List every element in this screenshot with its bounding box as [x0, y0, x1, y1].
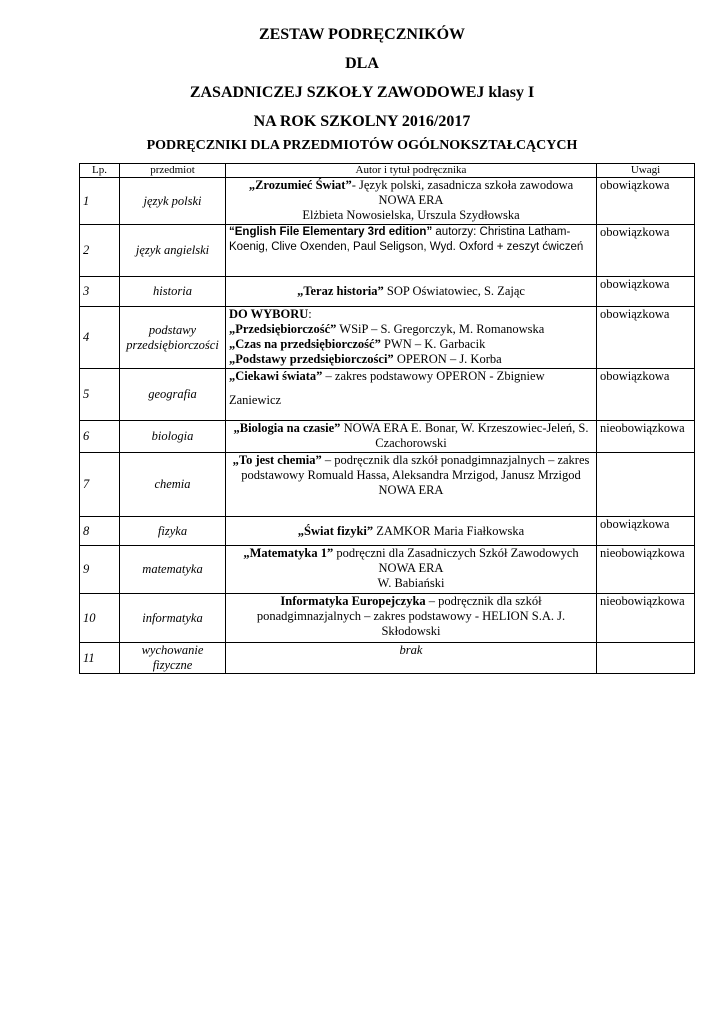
row-number: 9	[80, 546, 120, 594]
book-title: „Podstawy przedsiębiorczości”	[229, 352, 394, 366]
remarks-cell: nieobowiązkowa	[597, 421, 695, 453]
row-number: 4	[80, 307, 120, 369]
table-row	[80, 277, 695, 307]
column-header-subject: przedmiot	[120, 164, 226, 178]
book-publisher: NOWA ERA	[378, 483, 444, 497]
remarks-cell: obowiązkowa	[597, 517, 695, 546]
subject-cell: język angielski	[120, 225, 226, 277]
book-title: „To jest chemia”	[232, 453, 322, 467]
book-cell	[226, 225, 597, 277]
title-line: DLA	[345, 55, 379, 72]
row-number: 5	[80, 369, 120, 421]
title-line: ZASADNICZEJ SZKOŁY ZAWODOWEJ klasy I	[189, 84, 535, 101]
subject-cell: chemia	[120, 453, 226, 517]
remarks-cell: obowiązkowa	[597, 307, 695, 369]
textbook-table	[79, 163, 695, 674]
book-details: PWN – K. Garbacik	[380, 337, 486, 351]
remarks-cell	[597, 643, 695, 674]
table-row	[80, 517, 695, 546]
book-cell	[226, 421, 597, 453]
remarks-cell: nieobowiązkowa	[597, 546, 695, 594]
remarks-cell: obowiązkowa	[597, 277, 695, 307]
book-title: „Czas na przedsiębiorczość”	[229, 337, 381, 351]
subject-cell: język polski	[120, 178, 226, 225]
book-details: ZAMKOR Maria Fiałkowska	[373, 523, 525, 538]
subject-cell: wychowanie fizyczne	[120, 643, 226, 674]
book-details: podręczni dla Zasadniczych Szkół Zawodowych	[333, 546, 579, 560]
remarks-cell: obowiązkowa	[597, 369, 695, 421]
book-details: NOWA ERA E. Bonar, W. Krzeszowiec-Jeleń, S. Czachorowski	[340, 421, 589, 450]
book-cell	[226, 369, 597, 421]
book-details: WSiP – S. Gregorczyk, M. Romanowska	[336, 322, 545, 336]
remarks-cell	[597, 453, 695, 517]
book-title: „Biologia na czasie”	[233, 421, 341, 435]
subject-cell: geografia	[120, 369, 226, 421]
row-number: 1	[80, 178, 120, 225]
book-details: autorzy: Christina Latham-Koenig, Clive Oxenden, Paul Seligson, Wyd. Oxford + zeszyt ćwiczeń	[229, 226, 584, 253]
book-title: „Ciekawi świata”	[229, 369, 323, 383]
table-row	[80, 546, 695, 594]
table-row	[80, 225, 695, 277]
column-header-remarks: Uwagi	[597, 164, 695, 178]
table-row	[80, 369, 695, 421]
choice-intro-colon: :	[308, 307, 312, 321]
document-title	[0, 20, 724, 136]
subject-cell: matematyka	[120, 546, 226, 594]
table-row	[80, 453, 695, 517]
row-number: 11	[80, 643, 120, 674]
book-publisher: NOWA ERA	[378, 193, 444, 207]
book-title: „Teraz historia”	[297, 284, 384, 298]
book-title: Informatyka Europejczyka	[280, 594, 426, 608]
row-number: 2	[80, 225, 120, 277]
column-header-lp: Lp.	[80, 164, 120, 178]
table-row	[80, 643, 695, 674]
subject-cell: fizyka	[120, 517, 226, 546]
row-number: 3	[80, 277, 120, 307]
row-number: 7	[80, 453, 120, 517]
book-cell	[226, 546, 597, 594]
choice-intro: DO WYBORU	[229, 307, 309, 321]
row-number: 6	[80, 421, 120, 453]
book-cell	[226, 517, 597, 546]
book-details-line2: Zaniewicz	[229, 393, 282, 407]
book-publisher: NOWA ERA	[378, 561, 444, 575]
book-details: SOP Oświatowiec, S. Zając	[383, 284, 525, 298]
book-details: – zakres podstawowy OPERON - Zbigniew	[322, 369, 545, 383]
book-authors: Elżbieta Nowosielska, Urszula Szydłowska	[302, 208, 520, 222]
book-title: „Świat fizyki”	[297, 523, 374, 538]
table-header-row	[80, 164, 695, 178]
title-line: ZESTAW PODRĘCZNIKÓW	[258, 26, 466, 43]
title-line: NA ROK SZKOLNY 2016/2017	[253, 113, 471, 130]
book-cell	[226, 277, 597, 307]
book-title: „Matematyka 1”	[243, 546, 334, 560]
book-details: – podręcznik dla szkół ponadgimnazjalnych – zakres podstawowy Romuald Hassa, Aleksandra Mrzigod, Janusz Mrzigod	[241, 453, 590, 482]
column-header-author-title: Autor i tytuł podręcznika	[226, 164, 597, 178]
table-row	[80, 307, 695, 369]
book-authors: W. Babiański	[377, 576, 445, 590]
table-row	[80, 421, 695, 453]
subject-cell: informatyka	[120, 594, 226, 643]
table-row	[80, 178, 695, 225]
book-cell	[226, 453, 597, 517]
book-title: “English File Elementary 3rd edition”	[229, 226, 433, 238]
table-row	[80, 594, 695, 643]
row-number: 8	[80, 517, 120, 546]
book-title: „Przedsiębiorczość”	[229, 322, 337, 336]
subject-cell: biologia	[120, 421, 226, 453]
book-title: „Zrozumieć Świat”	[248, 178, 352, 192]
book-details: OPERON – J. Korba	[393, 352, 502, 366]
remarks-cell: obowiązkowa	[597, 225, 695, 277]
book-cell	[226, 594, 597, 643]
remarks-cell: nieobowiązkowa	[597, 594, 695, 643]
row-number: 10	[80, 594, 120, 643]
book-details: – podręcznik dla szkół ponadgimnazjalnych – zakres podstawowy - HELION S.A. J. Skłodowski	[256, 594, 566, 638]
book-cell	[226, 178, 597, 225]
book-cell	[226, 307, 597, 369]
book-details: - Język polski, zasadnicza szkoła zawodowa	[351, 178, 574, 192]
book-cell: brak	[226, 643, 597, 674]
subject-cell: podstawy przedsiębiorczości	[120, 307, 226, 369]
remarks-cell: obowiązkowa	[597, 178, 695, 225]
subject-cell: historia	[120, 277, 226, 307]
document-subtitle: PODRĘCZNIKI DLA PRZEDMIOTÓW OGÓLNOKSZTAŁCĄCYCH	[146, 138, 578, 153]
